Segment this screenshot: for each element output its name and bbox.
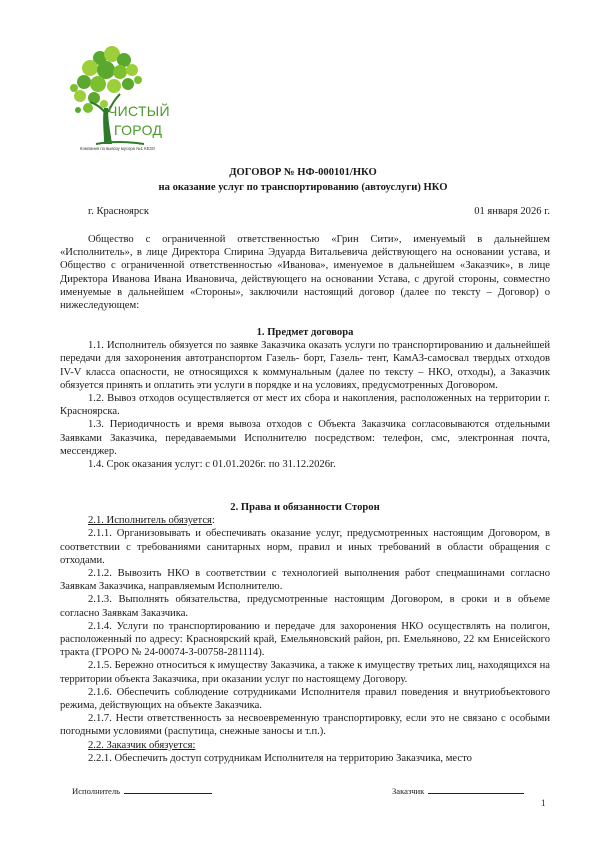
clause-1-3: 1.3. Периодичность и время вывоза отходов с Объекта Заказчика согласовываются отдельными Заявками Заказчика, передаваемыми Исполнителю посредством: телефон, смс, электронная почта, мессенджер. [60, 419, 550, 457]
section-2-title: 2. Права и обязанности Сторон [230, 502, 380, 513]
logo-word-1: ЧИСТЫЙ [108, 103, 170, 119]
clause-1-2: 1.2. Вывоз отходов осуществляется от мест их сбора и накопления, расположенных на территории г. Красноярска. [60, 393, 550, 418]
clause-2-1-3: 2.1.3. Выполнять обязательства, предусмотренные настоящим Договором, в сроки и в объеме согласно Заявкам Заказчика. [60, 594, 550, 619]
contract-date: 01 января 2026 г. [474, 206, 550, 217]
customer-label: Заказчик [392, 786, 425, 796]
clause-2-1-4: 2.1.4. Услуги по транспортированию и передаче для захоронения НКО осуществлять на полигон, расположенный по адресу: Красноярский край, Емельяновский район, рп. Емельяново, 22 км Енисейского тракта (ГРОРО № 24-00074-З-00758-281114). [60, 620, 550, 659]
executor-signature [72, 785, 212, 798]
clause-1-4: 1.4. Срок оказания услуг: с 01.01.2026г. по 31.12.2026г. [88, 459, 336, 471]
clause-2-1-2: 2.1.2. Вывозить НКО в соответствии с технологией выполнения работ спецмашинами согласно Заявкам Заказчика, направляемым Исполнителю. [60, 568, 550, 593]
customer-signature [392, 785, 524, 798]
contract-city: г. Красноярск [88, 206, 149, 217]
section-1-title: 1. Предмет договора [256, 327, 354, 338]
preamble: Общество с ограниченной ответственностью «Грин Сити», именуемый в дальнейшем «Исполнитель», в лице Директора Спирина Эдуарда Витальевича действующего на основании устава, и Общество с ограниченной ответственностью «Иванова», именуемое в дальнейшем «Заказчик», в лице Директора Иванова Ивана Ивановича, действующего на основании Устава, с другой стороны, совместно именуемые в дальнейшем «Стороны», заключили настоящий договор (далее по тексту – Договор) о нижеследующем: [60, 234, 550, 312]
section-1 [60, 326, 550, 471]
clause-2-1-1: 2.1.1. Организовывать и обеспечивать оказание услуг, предусмотренных настоящим Договором, в соответствии с требованиями санитарных норм, правил и иных требований в области обращения с отходами. [60, 528, 550, 566]
subsection-2-2: 2.2. Заказчик обязуется: [88, 739, 196, 751]
document-header [0, 166, 606, 195]
clause-2-1-5: 2.1.5. Бережно относиться к имуществу Заказчика, а также к имуществу третьих лиц, находящихся на территории объекта Заказчика, при оказании услуг по настоящему Договору. [60, 660, 550, 685]
clause-2-1-7: 2.1.7. Нести ответственность за несвоевременную транспортировку, если это не связано с особыми погодными условиями (распутица, снежные заносы и т.п.). [60, 713, 550, 738]
company-logo [58, 44, 186, 160]
clause-2-1-6: 2.1.6. Обеспечить соблюдение сотрудниками Исполнителя правил поведения и внутриобъектового режима, действующих на объекте Заказчика. [60, 686, 550, 712]
executor-label: Исполнитель [72, 786, 121, 796]
document-title: ДОГОВОР № НФ-000101/НКО [229, 167, 377, 178]
document-subtitle: на оказание услуг по транспортированию (автоуслуги) НКО [158, 181, 448, 193]
logo-caption: Компания по вывозу мусора №1 КЕЗО [80, 146, 156, 151]
subsection-2-1-label: 2.1. Исполнитель обязуется [88, 515, 212, 527]
logo-word-2: ГОРОД [114, 122, 163, 138]
clause-1-1: 1.1. Исполнитель обязуется по заявке Заказчика оказать услуги по транспортированию и дальнейшей передачи для захоронения автотранспортом Газель- борт, Газель- тент, КамАЗ-самосвал твердых отходов IV-V класса опасности, не относящихся к коммунальным (далее по тексту – НКО, отходы), а Заказчик обязуется принять и оплатить эти услуги в порядке и на условиях, предусмотренных Договором. [60, 340, 550, 391]
subsection-2-1 [60, 514, 550, 527]
section-2 [60, 501, 550, 765]
customer-signature-line [428, 785, 524, 794]
subsection-2-1-colon: : [211, 515, 215, 527]
page-number: 1 [541, 798, 546, 808]
preamble-block [60, 233, 550, 312]
clause-2-2-1: 2.2.1. Обеспечить доступ сотрудникам Исполнителя на территорию Заказчика, место [88, 752, 472, 764]
executor-signature-line [124, 785, 212, 794]
